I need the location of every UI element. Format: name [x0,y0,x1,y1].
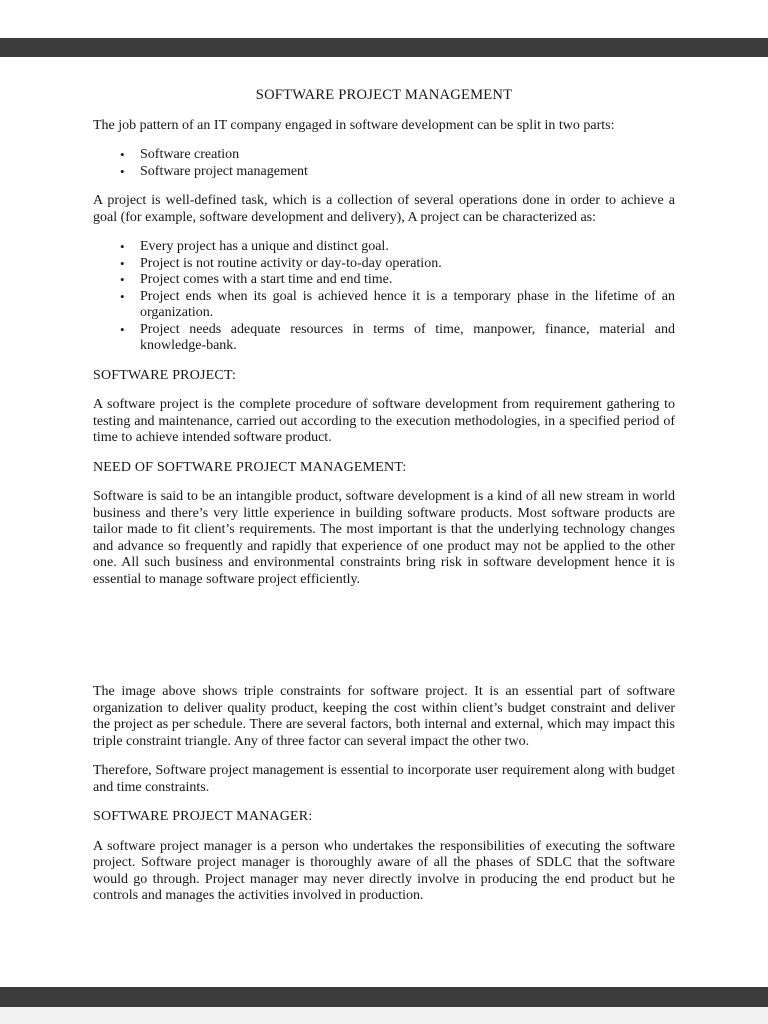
section-heading-software-project: SOFTWARE PROJECT: [93,367,237,383]
bullet-icon: • [120,163,125,179]
paragraph-software-project: A software project is the complete procedure of software development from requirement gathering to testing and maintenance, carried out according to the execution methodologies, in a specified period of time to achieve intended software product. [93,397,675,445]
list-item-text: Project ends when its goal is achieved hence it is a temporary phase in the lifetime of an organization. [140,288,675,320]
list-item [93,147,675,164]
page-gap-top [0,38,768,57]
paragraph-triple-constraints: The image above shows triple constraints for software project. It is an essential part of software organization to deliver quality product, keeping the cost within client’s budget constraint and deliver the project as per schedule. There are several factors, both internal and external, which may impact this triple constraint triangle. Any of three factor can several impact the other two. [93,684,675,749]
list-item [93,322,675,355]
bullet-icon: • [120,288,125,304]
list-item-text: Every project has a unique and distinct goal. [140,239,389,254]
bullet-list-project-characteristics [93,239,675,355]
previous-page-edge [0,0,768,38]
bullet-list-job-parts [93,147,675,180]
list-item-text: Software creation [140,147,240,162]
page-gap-bottom [0,987,768,1007]
document-title: SOFTWARE PROJECT MANAGEMENT [255,87,513,103]
list-item [93,239,675,256]
paragraph-need-of-spm: Software is said to be an intangible product, software development is a kind of all new stream in world business and there’s very little experience in building software products. Most software products are tailor made to fit client’s requirements. The most important is that the underlying technology changes and advance so frequently and rapidly that experience of one product may not be applied to the other one. All such business and environmental constraints bring risk in software development hence it is essential to manage software project efficiently. [93,489,675,587]
bullet-icon: • [120,147,125,162]
section-heading-need-of-spm: NEED OF SOFTWARE PROJECT MANAGEMENT: [93,459,407,475]
document-page [0,57,768,987]
paragraph-therefore: Therefore, Software project management is essential to incorporate user requirement along with budget and time constraints. [93,763,675,795]
list-item [93,272,675,289]
paragraph-intro: The job pattern of an IT company engaged in software development can be split in two parts: [93,117,615,133]
list-item-text: Project needs adequate resources in terms of time, manpower, finance, material and knowledge-bank. [140,321,675,353]
section-heading-software-project-manager: SOFTWARE PROJECT MANAGER: [93,809,313,824]
bullet-icon: • [120,272,125,287]
bullet-icon: • [120,255,125,271]
paragraph-project-definition: A project is well-defined task, which is a collection of several operations done in order to achieve a goal (for example, software development and delivery), A project can be characterized as: [93,193,675,225]
list-item-text: Project is not routine activity or day-to-day operation. [140,255,442,271]
list-item-text: Software project management [140,163,308,179]
bullet-icon: • [120,239,125,254]
next-page-edge [0,1007,768,1024]
list-item [93,164,675,181]
bullet-icon: • [120,321,125,337]
list-item [93,256,675,273]
list-item [93,289,675,322]
list-item-text: Project comes with a start time and end time. [140,272,393,287]
figure-area [93,601,675,671]
paragraph-software-project-manager: A software project manager is a person who undertakes the responsibilities of executing the software project. Software project manager is thoroughly aware of all the phases of SDLC that the software would go through. Project manager may never directly involve in producing the end product but he controls and manages the activities involved in production. [93,838,675,903]
